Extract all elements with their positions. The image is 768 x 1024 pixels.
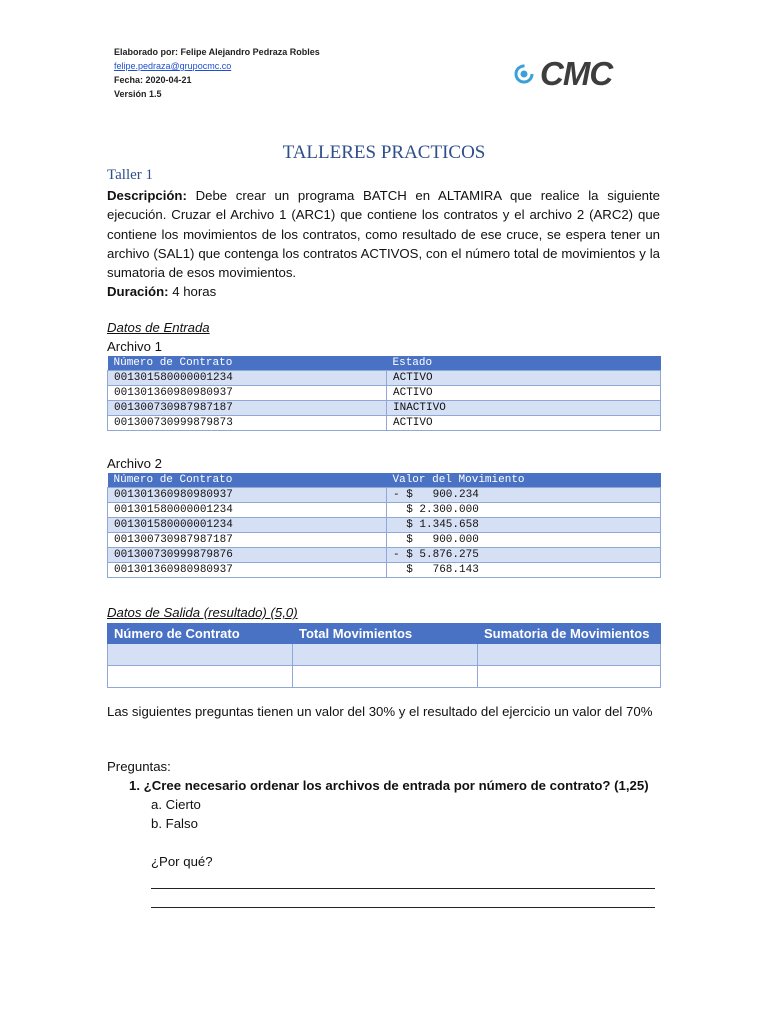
status-cell: ACTIVO bbox=[387, 371, 661, 386]
column-header: Valor del Movimiento bbox=[387, 473, 661, 488]
answer-line bbox=[151, 888, 655, 889]
description-paragraph bbox=[107, 186, 660, 282]
amount-value: $ 1.345.658 bbox=[393, 519, 479, 531]
description-text: Debe crear un programa BATCH en ALTAMIRA que realice la siguiente ejecución. Cruzar el Archivo 1 (ARC1) que contiene los contratos y el archivo 2 (ARC2) que contiene los movimientos de los contratos, como resultado de ese cruce, se espera tener un archivo (SAL1) que contenga los contratos ACTIVOS, con el número total de movimientos y la sumatoria de esos movimientos. bbox=[107, 188, 660, 281]
table-row bbox=[108, 386, 661, 401]
output-table bbox=[107, 623, 661, 688]
version-line: Versión 1.5 bbox=[114, 89, 162, 99]
file2-table bbox=[107, 473, 661, 578]
amount-value: $ 768.143 bbox=[393, 564, 479, 576]
table-row bbox=[108, 644, 661, 666]
column-header: Estado bbox=[387, 356, 661, 371]
contract-cell: 001301360980980937 bbox=[108, 563, 387, 578]
amount-value: - $ 5.876.275 bbox=[393, 549, 479, 561]
table-row bbox=[108, 548, 661, 563]
status-cell: ACTIVO bbox=[387, 416, 661, 431]
email-link[interactable]: felipe.pedraza@grupocmc.co bbox=[114, 61, 232, 71]
table-header-row bbox=[108, 624, 661, 644]
empty-cell bbox=[108, 666, 293, 688]
author-line: Elaborado por: Felipe Alejandro Pedraza Robles bbox=[114, 47, 320, 57]
question-1: 1. ¿Cree necesario ordenar los archivos de entrada por número de contrato? (1,25) bbox=[129, 778, 649, 793]
empty-cell bbox=[293, 666, 478, 688]
empty-cell bbox=[478, 644, 661, 666]
table-header-row bbox=[108, 356, 661, 371]
cmc-logo-icon bbox=[512, 61, 538, 87]
logo-text: CMC bbox=[540, 55, 613, 92]
empty-cell bbox=[108, 644, 293, 666]
amount-value: $ 2.300.000 bbox=[393, 504, 479, 516]
document-header bbox=[114, 45, 320, 101]
amount-value: - $ 900.234 bbox=[393, 489, 479, 501]
file1-label: Archivo 1 bbox=[107, 339, 162, 354]
status-cell: INACTIVO bbox=[387, 401, 661, 416]
column-header: Número de Contrato bbox=[108, 473, 387, 488]
table-row bbox=[108, 533, 661, 548]
contract-cell: 001301580000001234 bbox=[108, 371, 387, 386]
input-section-heading: Datos de Entrada bbox=[107, 320, 210, 335]
duration-text: 4 horas bbox=[168, 284, 217, 299]
table-row bbox=[108, 563, 661, 578]
column-header: Sumatoria de Movimientos bbox=[478, 624, 661, 644]
weight-note: Las siguientes preguntas tienen un valor del 30% y el resultado del ejercicio un valor del 70% bbox=[107, 704, 653, 719]
table-row bbox=[108, 416, 661, 431]
status-cell: ACTIVO bbox=[387, 386, 661, 401]
table-header-row bbox=[108, 473, 661, 488]
contract-cell: 001300730999879876 bbox=[108, 548, 387, 563]
amount-cell bbox=[387, 548, 661, 563]
date-line: Fecha: 2020-04-21 bbox=[114, 75, 192, 85]
table-row bbox=[108, 666, 661, 688]
table-row bbox=[108, 371, 661, 386]
why-prompt: ¿Por qué? bbox=[151, 854, 213, 869]
amount-cell bbox=[387, 518, 661, 533]
contract-cell: 001301580000001234 bbox=[108, 518, 387, 533]
description-label: Descripción: bbox=[107, 188, 187, 203]
file2-label: Archivo 2 bbox=[107, 456, 162, 471]
contract-cell: 001301360980980937 bbox=[108, 488, 387, 503]
option-b: b. Falso bbox=[151, 816, 198, 831]
amount-cell bbox=[387, 503, 661, 518]
output-section-heading: Datos de Salida (resultado) (5,0) bbox=[107, 605, 298, 620]
empty-cell bbox=[293, 644, 478, 666]
amount-cell bbox=[387, 488, 661, 503]
contract-cell: 001301360980980937 bbox=[108, 386, 387, 401]
column-header: Total Movimientos bbox=[293, 624, 478, 644]
contract-cell: 001300730987987187 bbox=[108, 401, 387, 416]
page-title: TALLERES PRACTICOS bbox=[282, 142, 486, 163]
column-header: Número de Contrato bbox=[108, 356, 387, 371]
table-row bbox=[108, 518, 661, 533]
section-subtitle: Taller 1 bbox=[107, 167, 154, 183]
amount-cell bbox=[387, 533, 661, 548]
duration-label: Duración: bbox=[107, 284, 169, 299]
table-row bbox=[108, 401, 661, 416]
table-row bbox=[108, 503, 661, 518]
company-logo bbox=[512, 54, 612, 94]
answer-line bbox=[151, 907, 655, 908]
table-row bbox=[108, 488, 661, 503]
duration-line bbox=[107, 282, 660, 301]
amount-cell bbox=[387, 563, 661, 578]
column-header: Número de Contrato bbox=[108, 624, 293, 644]
contract-cell: 001300730987987187 bbox=[108, 533, 387, 548]
empty-cell bbox=[478, 666, 661, 688]
questions-label: Preguntas: bbox=[107, 759, 171, 774]
file1-table bbox=[107, 356, 661, 431]
contract-cell: 001301580000001234 bbox=[108, 503, 387, 518]
amount-value: $ 900.000 bbox=[393, 534, 479, 546]
contract-cell: 001300730999879873 bbox=[108, 416, 387, 431]
option-a: a. Cierto bbox=[151, 797, 201, 812]
